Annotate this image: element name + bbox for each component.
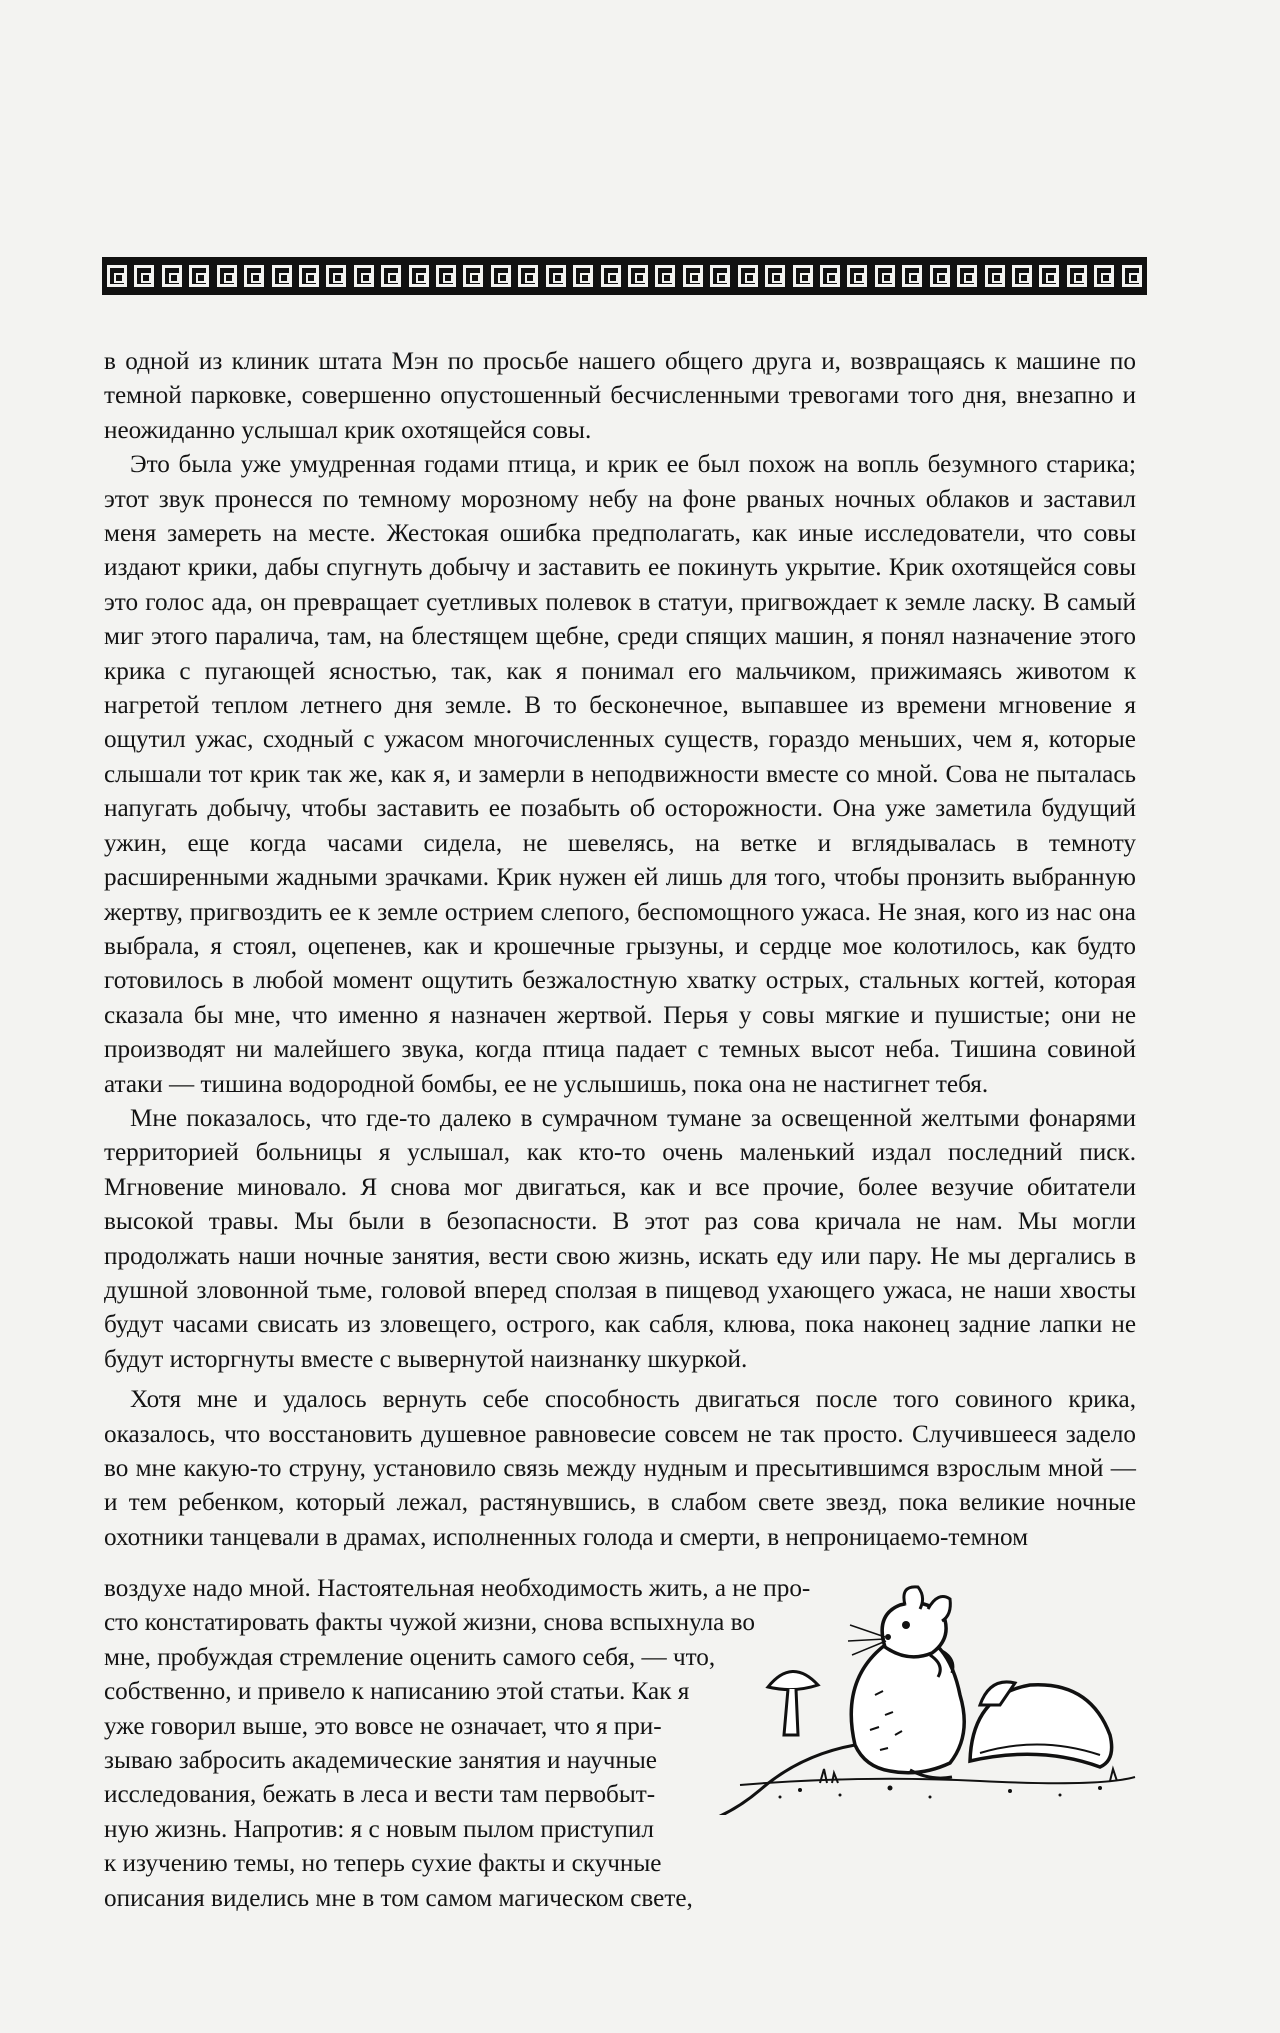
ornament-cell — [326, 265, 346, 287]
ornament-cell — [985, 265, 1005, 287]
ornament-cell — [189, 265, 209, 287]
ornament-cell — [217, 265, 237, 287]
ornament-cell — [1067, 265, 1087, 287]
ornament-cell — [601, 265, 621, 287]
ornament-cell — [436, 265, 456, 287]
greek-key-border — [102, 257, 1147, 295]
ornament-cell — [409, 265, 429, 287]
ornament-cell — [902, 265, 922, 287]
ornament-cell — [354, 265, 374, 287]
ornament-cell — [930, 265, 950, 287]
wrapped-line: сто констатировать факты чужой жизни, снова вспыхнула во — [104, 1609, 755, 1637]
wrapped-text — [104, 1572, 811, 1916]
main-text — [104, 345, 1136, 1555]
wrapped-line: мне, пробуждая стремление оценить самого себя, — что, — [104, 1643, 716, 1671]
ornament-cell — [381, 265, 401, 287]
ornament-cell — [134, 265, 154, 287]
ornament-cell — [272, 265, 292, 287]
ornament-cell — [765, 265, 785, 287]
ornament-cell — [244, 265, 264, 287]
ornament-cell — [820, 265, 840, 287]
ornament-cell — [463, 265, 483, 287]
ornament-cell — [162, 265, 182, 287]
ornament-cell — [793, 265, 813, 287]
ornament-cell — [875, 265, 895, 287]
ornament-cell — [683, 265, 703, 287]
wrapped-line: зываю забросить академические занятия и научные — [104, 1747, 657, 1775]
paragraph-2: Это была уже умудренная годами птица, и крик ее был похож на вопль безумного старика; этот звук пронесся по темному морозному небу на фоне рваных ночных облаков и заставил меня замереть на месте. Жестокая ошибка предполагать, как иные исследователи, что совы издают крики, дабы спугнуть добычу и заставить ее покинуть укрытие. Крик охотящейся совы это голос ада, он превращает суетливых полевок в статуи, пригвождает к земле ласку. В самый миг этого паралича, там, на блестящем щебне, среди спящих машин, я понял назначение этого крика с пугающей ясностью, так, как я понимал его мальчиком, прижимаясь животом к нагретой теплом летнего дня земле. В то бесконечное, выпавшее из времени мгновение я ощутил ужас, сходный с ужасом многочисленных существ, гораздо меньших, чем я, которые слышали тот крик так же, как я, и замерли в неподвижности вместе со мной. Сова не пыталась напугать добычу, чтобы заставить ее позабыть об осторожности. Она уже заметила будущий ужин, еще когда часами сидела, не шевелясь, на ветке и вглядывалась в темноту расширенными жадными зрачками. Крик нужен ей лишь для того, чтобы пронзить выбранную жертву, пригвоздить ее к земле острием слепого, беспомощного ужаса. Не зная, кого из нас она выбрала, я стоял, оцепенев, как и крошечные грызуны, и сердце мое колотилось, как будто готовилось в любой момент ощутить безжалостную хватку острых, стальных когтей, которая сказала бы мне, что именно я назначен жертвой. Перья у совы мягкие и пушистые; они не производят ни малейшего звука, когда птица падает с темных высот неба. Тишина совиной атаки — тишина водородной бомбы, ее не услышишь, пока она не настигнет тебя. — [104, 451, 1136, 1098]
ornament-cell — [1094, 265, 1114, 287]
ornament-cell — [491, 265, 511, 287]
ornament-cell — [573, 265, 593, 287]
wrapped-line: собственно, и привело к написанию этой статьи. Как я — [104, 1678, 690, 1706]
ornament-cell — [957, 265, 977, 287]
ornament-cell — [107, 265, 127, 287]
paragraph-4: Хотя мне и удалось вернуть себе способность двигаться после того совиного крика, оказалось, что восстановить душевное равновесие совсем не так просто. Случившееся задело во мне какую-то струну, установило связь между нудным и пресытившимся взрослым мной — и тем ребенком, который лежал, растянувшись, в слабом свете звезд, пока великие ночные охотники танцевали в драмах, исполненных голода и смерти, в непроницаемо-темном — [104, 1386, 1136, 1551]
wrapped-line: уже говорил выше, это вовсе не означает, что я при- — [104, 1712, 662, 1740]
ornament-cell — [1122, 265, 1142, 287]
ornament-cell — [1012, 265, 1032, 287]
ornament-cell — [1039, 265, 1059, 287]
mouse-illustration — [680, 1585, 1140, 1815]
paragraph-3: Мне показалось, что где-то далеко в сумрачном тумане за освещенной желтыми фонарями территорией больницы я услышал, как кто-то очень маленький издал последний писк. Мгновение миновало. Я снова мог двигаться, как и все прочие, более везучие обитатели высокой травы. Мы были в безопасности. В этот раз сова кричала не нам. Мы могли продолжать наши ночные занятия, вести свою жизнь, искать еду или пару. Не мы дергались в душной зловонной тьме, головой вперед сползая в пищевод ухающего ужаса, не наши хвосты будут часами свисать из зловещего, острого, как сабля, клюва, пока наконец задние лапки не будут исторгнуты вместе с вывернутой наизнанку шкуркой. — [104, 1104, 1136, 1373]
wrapped-line: воздухе надо мной. Настоятельная необходимость жить, а не про- — [104, 1575, 811, 1602]
ornament-cell — [655, 265, 675, 287]
ornament-cell — [628, 265, 648, 287]
wrapped-line: ную жизнь. Напротив: я с новым пылом приступил — [104, 1815, 654, 1843]
ornament-cell — [710, 265, 730, 287]
wrapped-line: исследования, бежать в леса и вести там первобыт- — [104, 1781, 656, 1809]
wrapped-line: описания виделись мне в том самом магическом свете, — [104, 1884, 693, 1912]
ornament-cell — [738, 265, 758, 287]
ornament-cell — [299, 265, 319, 287]
wrapped-line: к изучению темы, но теперь сухие факты и скучные — [104, 1850, 662, 1878]
ornament-cell — [847, 265, 867, 287]
paragraph-1: в одной из клиник штата Мэн по просьбе нашего общего друга и, возвращаясь к машине по темной парковке, совершенно опустошенный бесчисленными тревогами того дня, внезапно и неожиданно услышал крик охотящейся совы. — [104, 348, 1136, 444]
ornament-cell — [546, 265, 566, 287]
ornament-cell — [518, 265, 538, 287]
